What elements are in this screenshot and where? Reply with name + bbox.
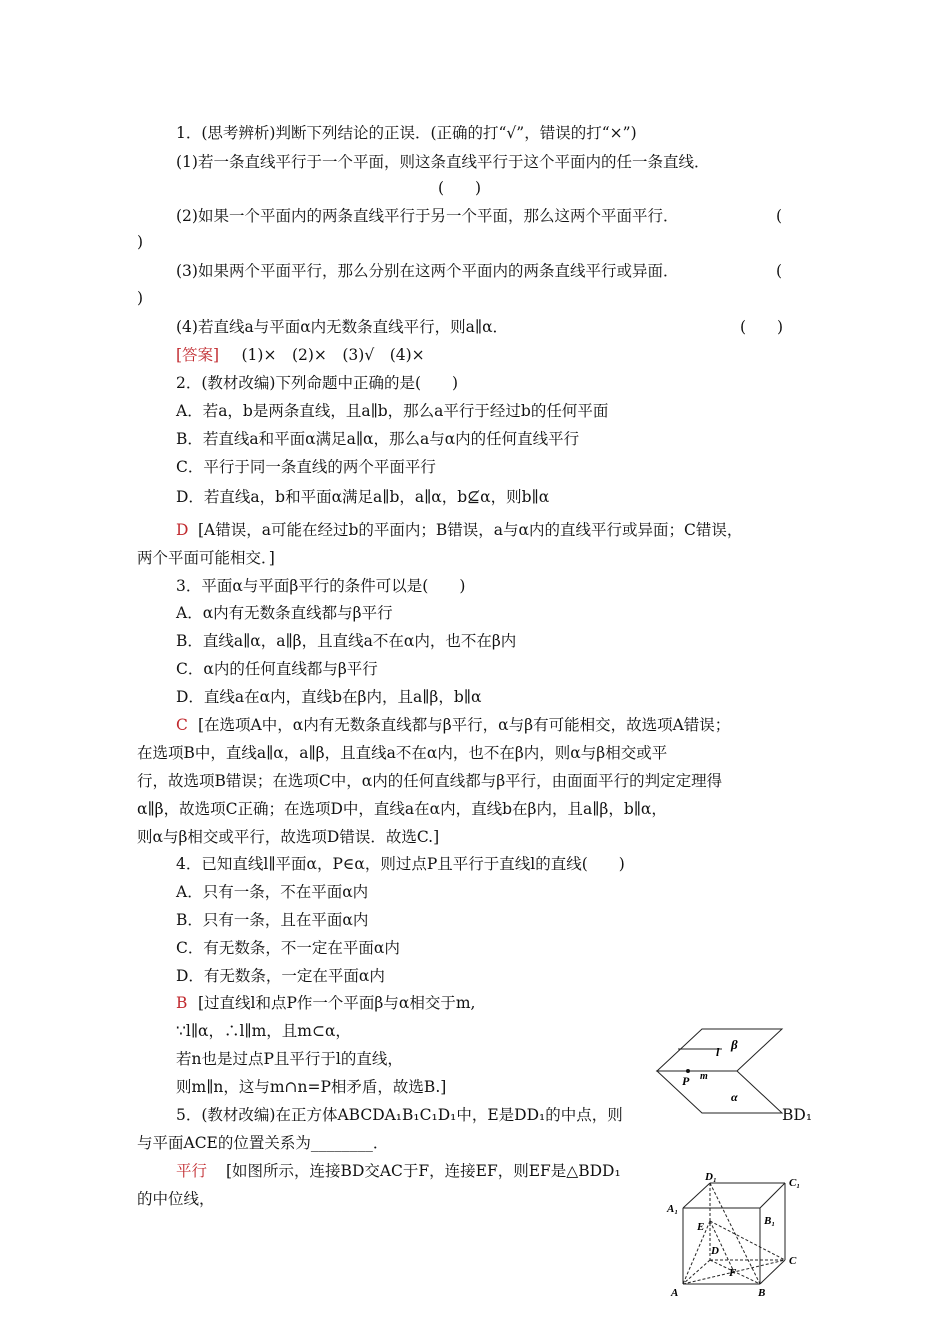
text-line: [答案]	[176, 346, 220, 364]
text-line: B．只有一条，且在平面α内	[176, 911, 369, 929]
plane-alpha-shape	[657, 1071, 782, 1113]
text-line: C	[176, 716, 188, 734]
text-line: (4)若直线a与平面α内无数条直线平行，则a∥α．	[176, 318, 509, 336]
text-line: A．若a，b是两条直线，且a∥b，那么a平行于经过b的任何平面	[176, 402, 609, 420]
text-line: )	[137, 289, 144, 307]
text-line: (3)如果两个平面平行，那么分别在这两个平面内的两条直线平行或异面．	[176, 262, 679, 280]
text-line: ∵l∥α，∴l∥m，且m⊂α，	[176, 1022, 351, 1040]
text-line: 的中位线，	[137, 1190, 215, 1208]
text-line: (1)× (2)× (3)√ (4)×	[226, 346, 425, 364]
text-line: [A错误，a可能在经过b的平面内；B错误，a与α内的直线平行或异面；C错误，	[198, 521, 743, 539]
text-line: [在选项A中，α内有无数条直线都与β平行，α与β有可能相交，故选项A错误；	[198, 716, 731, 734]
text-line: D．若直线a，b和平面α满足a∥b，a∥α，b⊈α，则b∥α	[176, 488, 550, 506]
label-d: D	[711, 1245, 719, 1257]
text-line: 在选项B中，直线a∥α，a∥β，且直线a不在α内，也不在β内，则α与β相交或平	[137, 744, 668, 762]
label-f: F	[729, 1267, 737, 1279]
text-line: B．若直线a和平面α满足a∥α，那么a与α内的任何直线平行	[176, 430, 580, 448]
text-line: 5．(教材改编)在正方体ABCDA₁B₁C₁D₁中，E是DD₁的中点，则	[176, 1106, 623, 1124]
label-c1: C₁	[789, 1177, 801, 1189]
text-line: C．α内的任何直线都与β平行	[176, 660, 378, 678]
text-line: 1．(思考辨析)判断下列结论的正误．(正确的打“√”，错误的打“×”)	[176, 124, 637, 142]
text-line: B	[176, 994, 188, 1012]
text-line: (	[776, 262, 783, 280]
text-line: A．只有一条，不在平面α内	[176, 883, 369, 901]
text-line: 与平面ACE的位置关系为________．	[137, 1134, 389, 1152]
text-line: 行，故选项B错误；在选项C中，α内的任何直线都与β平行，由面面平行的判定定理得	[137, 772, 723, 790]
label-m: m	[700, 1071, 708, 1082]
planes-figure	[652, 1025, 787, 1120]
text-line: (	[776, 207, 783, 225]
text-line: C．有无数条，不一定在平面α内	[176, 939, 400, 957]
label-a1: A₁	[667, 1203, 679, 1215]
text-line: 3．平面α与平面β平行的条件可以是( )	[176, 577, 466, 595]
label-a: A	[671, 1287, 679, 1299]
text-line: (1)若一条直线平行于一个平面，则这条直线平行于这个平面内的任一条直线．	[176, 153, 710, 171]
cube-figure	[665, 1168, 810, 1303]
label-p: P	[682, 1074, 690, 1088]
text-line: ( )	[438, 179, 482, 197]
text-line: 4．已知直线l∥平面α，P∈α，则过点P且平行于直线l的直线( )	[176, 855, 625, 873]
text-line: 则α与β相交或平行，故选项D错误．故选C.]	[137, 828, 440, 846]
text-line: BD₁	[782, 1106, 813, 1124]
text-line: α∥β，故选项C正确；在选项D中，直线a在α内，直线b在β内，且a∥β，b∥α，	[137, 800, 667, 818]
text-line: 平行	[176, 1162, 208, 1180]
text-line: 两个平面可能相交．]	[137, 549, 275, 567]
label-d1: D₁	[705, 1171, 717, 1183]
text-line: D	[176, 521, 189, 539]
text-line: B．直线a∥α，a∥β，且直线a不在α内，也不在β内	[176, 632, 517, 650]
text-line: 2．(教材改编)下列命题中正确的是( )	[176, 374, 459, 392]
point-p	[686, 1069, 690, 1073]
label-l: l	[716, 1045, 720, 1059]
text-line: [过直线l和点P作一个平面β与α相交于m,	[198, 994, 476, 1012]
text-line: 则m∥n，这与m∩n=P相矛盾，故选B.]	[176, 1078, 447, 1096]
label-beta: β	[731, 1037, 738, 1052]
text-line: A．α内有无数条直线都与β平行	[176, 604, 393, 622]
plane-beta-shape	[657, 1029, 782, 1071]
text-line: (2)如果一个平面内的两条直线平行于另一个平面，那么这两个平面平行．	[176, 207, 679, 225]
text-line: D．有无数条，一定在平面α内	[176, 967, 385, 985]
text-line: ( )	[740, 318, 784, 336]
text-line: D．直线a在α内，直线b在β内，且a∥β，b∥α	[176, 688, 482, 706]
label-b: B	[758, 1287, 766, 1299]
label-alpha: α	[731, 1090, 738, 1104]
text-line: [如图所示，连接BD交AC于F，连接EF，则EF是△BDD₁	[226, 1162, 621, 1180]
label-b1: B₁	[764, 1215, 776, 1227]
text-line: C．平行于同一条直线的两个平面平行	[176, 458, 436, 476]
label-e: E	[697, 1221, 705, 1233]
label-c: C	[789, 1255, 797, 1267]
text-line: 若n也是过点P且平行于l的直线，	[176, 1050, 403, 1068]
text-line: )	[137, 233, 144, 251]
